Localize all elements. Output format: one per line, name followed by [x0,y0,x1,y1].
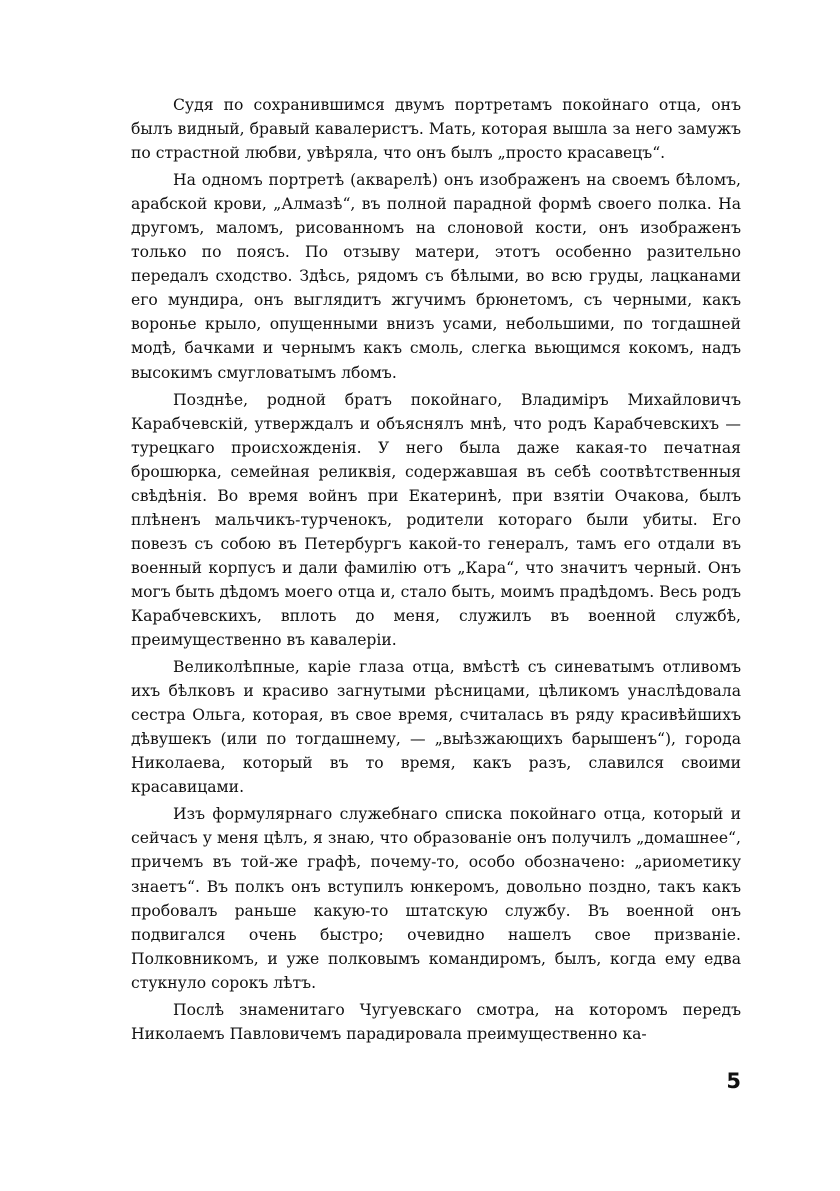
paragraph-1: Судя по сохранившимся двумъ портретамъ покойнаго отца, онъ былъ видный, бравый кавалеристъ. Мать, которая вышла за него замужъ по страстной любви, увѣряла, что онъ былъ „просто красавецъ“. [131,96,741,163]
paragraph-4: Великолѣпные, карiе глаза отца, вмѣстѣ съ синеватымъ отливомъ ихъ бѣлковъ и красиво загнутыми рѣсницами, цѣликомъ унаслѣдовала сестра Ольга, которая, въ свое время, считалась въ ряду красивѣйшихъ дѣвушекъ (или по тогдашнему, — „выѣзжающихъ барышенъ“), города Николаева, который въ то время, какъ разъ, славился своими красавицами. [131,658,741,797]
page-number: 5 [726,1069,741,1093]
paragraph-5: Изъ формулярнаго служебнаго списка покойнаго отца, который и сейчасъ у меня цѣлъ, я знаю, что образованiе онъ получилъ „домашнее“, причемъ въ той-же графѣ, почему-то, особо обозначено: „ариометику знаетъ“. Въ полкъ онъ вступилъ юнкеромъ, довольно поздно, такъ какъ пробовалъ раньше какую-то штатскую службу. Въ военной онъ подвигался очень быстро; очевидно нашелъ свое призванiе. Полковникомъ, и уже полковымъ командиромъ, былъ, когда ему едва стукнуло сорокъ лѣтъ. [131,805,741,992]
paragraph-2: На одномъ портретѣ (акварелѣ) онъ изображенъ на своемъ бѣломъ, арабской крови, „Алмазѣ“, въ полной парадной формѣ своего полка. На другомъ, маломъ, рисованномъ на слоновой кости, онъ изображенъ только по поясъ. По отзыву матери, этотъ особенно разительно передалъ сходство. Здѣсь, рядомъ съ бѣлыми, во всю груды, лацканами его мундира, онъ выглядитъ жгучимъ брюнетомъ, съ черными, какъ воронье крыло, опущенными внизъ усами, небольшими, по тогдашней модѣ, бачками и чернымъ какъ смоль, слегка вьющимся кокомъ, надъ высокимъ смугловатымъ лбомъ. [131,171,741,382]
body-text [131,93,741,1046]
paragraph-3: Позднѣе, родной братъ покойнаго, Владимiръ Михайловичъ Карабчевскiй, утверждалъ и объяснялъ мнѣ, что родъ Карабчевскихъ — турецкаго происхожденiя. У него была даже какая-то печатная брошюрка, семейная реликвiя, содержавшая въ себѣ соотвѣтственныя свѣдѣнiя. Во время войнъ при Екатеринѣ, при взятiи Очакова, былъ плѣненъ мальчикъ-турченокъ, родители котораго были убиты. Его повезъ съ собою въ Петербургъ какой-то генералъ, тамъ его отдали въ военный корпусъ и дали фамилiю отъ „Кара“, что значитъ черный. Онъ могъ быть дѣдомъ моего отца и, стало быть, моимъ прадѣдомъ. Весь родъ Карабчевскихъ, вплоть до меня, служилъ въ военной службѣ, преимущественно въ кавалерiи. [131,390,741,650]
paragraph-6: Послѣ знаменитаго Чугуевскаго смотра, на которомъ передъ Николаемъ Павловичемъ парадировала преимущественно ка- [131,1000,741,1043]
